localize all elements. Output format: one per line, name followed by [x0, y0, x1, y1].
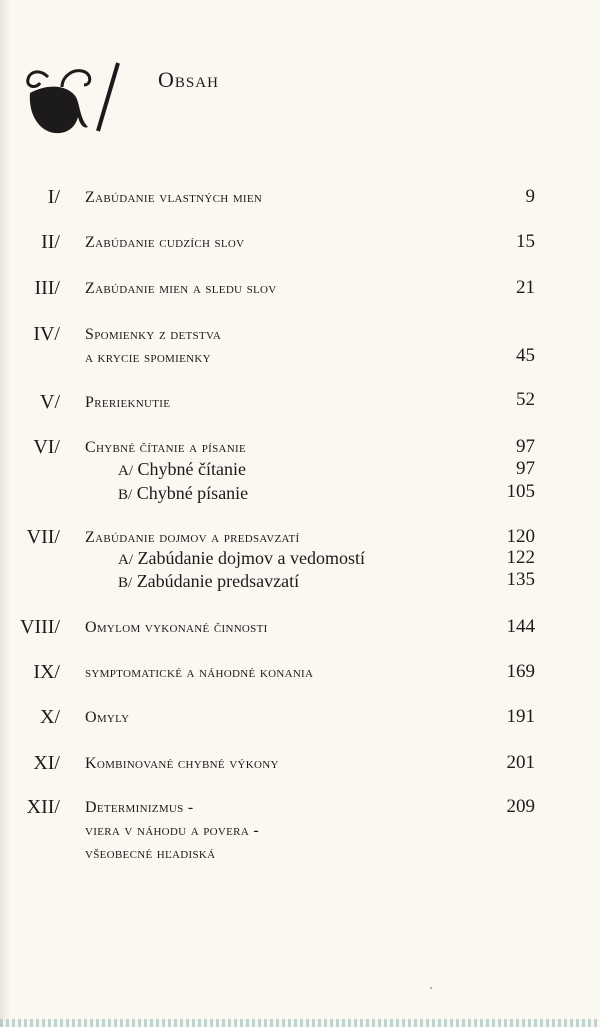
- subsection-page: 97: [516, 458, 535, 479]
- subsection-prefix: A/: [118, 552, 133, 568]
- chapter-title: symptomatické a náhodné konania: [85, 664, 314, 681]
- page-number: 169: [506, 661, 535, 682]
- chapter-number: I/: [47, 186, 60, 208]
- chapter-title: Zabúdanie dojmov a predsavzatí: [85, 529, 300, 546]
- page-number: 120: [506, 526, 535, 547]
- page-title: Obsah: [158, 67, 219, 92]
- subsection-title: [118, 548, 365, 569]
- chapter-title: Prerieknutie: [85, 394, 171, 411]
- chapter-number: VII/: [26, 526, 60, 548]
- page-number: 9: [525, 186, 535, 207]
- subsection-page: 105: [506, 481, 535, 502]
- chapter-title: Spomienky z detstva: [85, 326, 222, 343]
- subsection-title: [118, 483, 248, 504]
- page-number: 144: [506, 616, 535, 637]
- chapter-title: Determinizmus -: [85, 799, 194, 816]
- chapter-title: Omylom vykonané činnosti: [85, 619, 268, 636]
- chapter-title: Chybné čítanie a písanie: [85, 439, 246, 456]
- chapter-number: IX/: [33, 661, 60, 683]
- page-number: 191: [506, 706, 535, 727]
- page-number: 52: [516, 389, 535, 410]
- subsection-title: [118, 459, 246, 480]
- subsection-prefix: B/: [118, 487, 133, 503]
- paper-speck: [430, 987, 432, 989]
- chapter-number: X/: [40, 706, 60, 728]
- page-number: 97: [516, 436, 535, 457]
- subsection-text: Chybné čítanie: [137, 459, 246, 479]
- subsection-page: 122: [506, 547, 535, 568]
- page-bottom-edge: [0, 1019, 600, 1027]
- chapter-title: Zabúdanie mien a sledu slov: [85, 280, 277, 297]
- chapter-number: III/: [34, 277, 60, 299]
- chapter-number: XII/: [26, 796, 60, 818]
- page-number: 21: [516, 277, 535, 298]
- chapter-number: VIII/: [20, 616, 60, 638]
- subsection-prefix: A/: [118, 463, 133, 479]
- subsection-page: 135: [506, 569, 535, 590]
- chapter-number: II/: [41, 231, 60, 253]
- chapter-title-cont: viera v náhodu a povera -: [85, 822, 259, 839]
- chapter-number: V/: [40, 391, 60, 413]
- chapter-title: Kombinované chybné výkony: [85, 755, 279, 772]
- chapter-title-cont: a krycie spomienky: [85, 349, 211, 366]
- page-number: 201: [506, 752, 535, 773]
- chapter-title: Zabúdanie cudzích slov: [85, 234, 245, 251]
- page-number: 209: [506, 796, 535, 817]
- subsection-title: [118, 571, 299, 592]
- chapter-title: Omyly: [85, 709, 130, 726]
- page-number: 15: [516, 231, 535, 252]
- subsection-prefix: B/: [118, 575, 133, 591]
- chapter-number: XI/: [33, 752, 60, 774]
- subsection-text: Chybné písanie: [136, 483, 249, 503]
- chapter-title-cont: všeobecné hľadiská: [85, 845, 216, 862]
- chapter-number: IV/: [33, 323, 60, 345]
- subsection-text: Zabúdanie dojmov a vedomostí: [137, 548, 365, 568]
- page-number: 45: [516, 345, 535, 366]
- chapter-title: Zabúdanie vlastných mien: [85, 189, 263, 206]
- chapter-number: VI/: [33, 436, 60, 458]
- subsection-text: Zabúdanie predsavzatí: [136, 571, 300, 591]
